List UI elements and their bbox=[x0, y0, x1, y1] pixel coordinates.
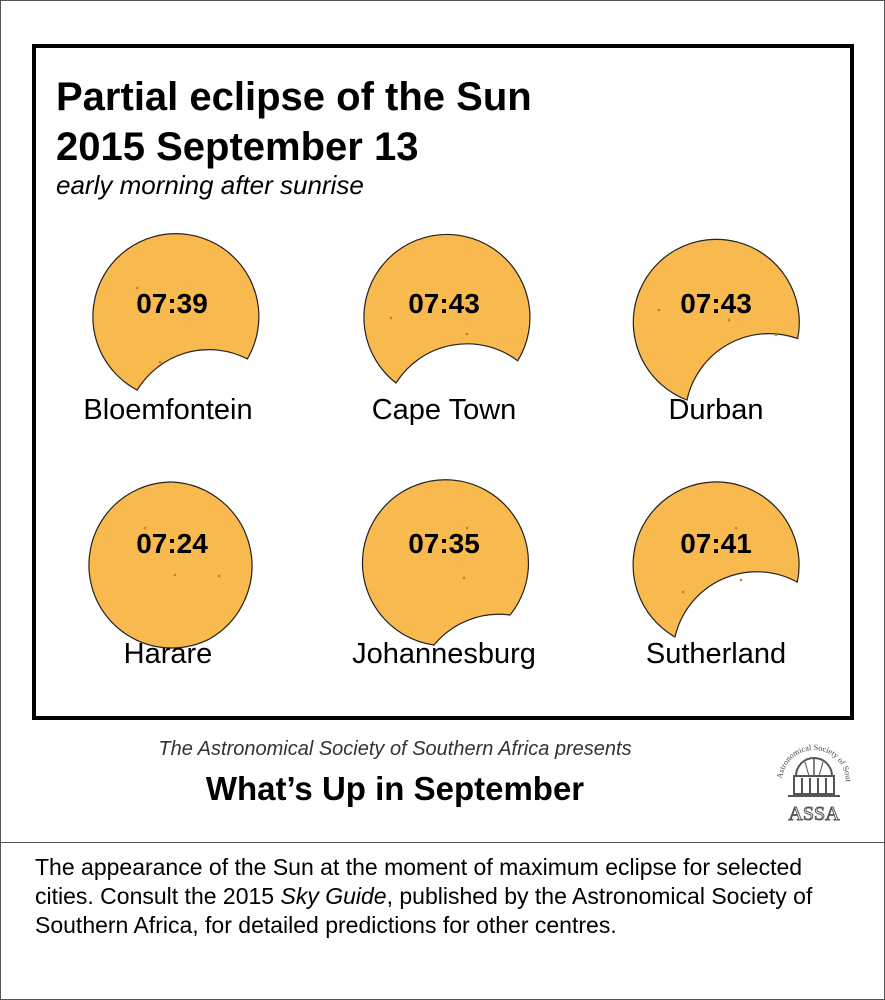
time-label: 07:39 bbox=[136, 288, 208, 319]
city-label-bloemfontein: Bloemfontein bbox=[83, 394, 253, 426]
sun-johannesburg bbox=[359, 480, 529, 650]
time-label: 07:43 bbox=[680, 288, 752, 319]
eclipsed-sun-icon bbox=[87, 480, 257, 650]
city-label-harare: Harare bbox=[123, 638, 213, 670]
presents-line: The Astronomical Society of Southern Africa presents bbox=[158, 738, 632, 760]
title-line-2: 2015 September 13 bbox=[56, 125, 419, 169]
city-label-sutherland: Sutherland bbox=[645, 638, 787, 670]
sun-bloemfontein bbox=[87, 240, 257, 410]
eclipsed-sun-icon bbox=[87, 240, 257, 410]
assa-logo bbox=[772, 732, 856, 828]
subtitle: early morning after sunrise bbox=[56, 170, 364, 200]
page-title bbox=[56, 72, 532, 172]
sun-durban bbox=[631, 240, 801, 410]
city-label-durban: Durban bbox=[668, 394, 764, 426]
caption-box bbox=[0, 842, 885, 1000]
logo-ring-text: Astronomical Society of Sout bbox=[775, 742, 854, 782]
eclipsed-sun-icon bbox=[359, 480, 529, 650]
caption-sky-guide: Sky Guide bbox=[280, 883, 387, 909]
sun-cape-town bbox=[359, 240, 529, 410]
eclipsed-sun-icon bbox=[631, 480, 801, 650]
time-label: 07:35 bbox=[408, 528, 480, 559]
sun-harare bbox=[87, 480, 257, 650]
caption-text bbox=[35, 853, 865, 940]
eclipsed-sun-icon bbox=[631, 240, 801, 410]
caption-part-2: , published by the Astronomical Society of Southern Africa, for detailed predictions for other centres. bbox=[35, 883, 813, 938]
time-label: 07:43 bbox=[408, 288, 480, 319]
caption-part-1: The appearance of the Sun at the moment of maximum eclipse for selected cities. Consult the 2015 bbox=[35, 854, 803, 909]
sun-sutherland bbox=[631, 480, 801, 650]
time-label: 07:41 bbox=[680, 528, 752, 559]
city-label-johannesburg: Johannesburg bbox=[352, 638, 536, 670]
title-line-1: Partial eclipse of the Sun bbox=[56, 75, 532, 119]
whats-up-heading: What’s Up in September bbox=[205, 770, 585, 807]
eclipsed-sun-icon bbox=[359, 240, 529, 410]
eclipse-panel bbox=[32, 44, 854, 720]
logo-abbr: ASSA bbox=[788, 803, 840, 825]
city-label-cape-town: Cape Town bbox=[371, 394, 517, 426]
observatory-icon bbox=[772, 732, 856, 828]
time-label: 07:24 bbox=[136, 528, 208, 559]
